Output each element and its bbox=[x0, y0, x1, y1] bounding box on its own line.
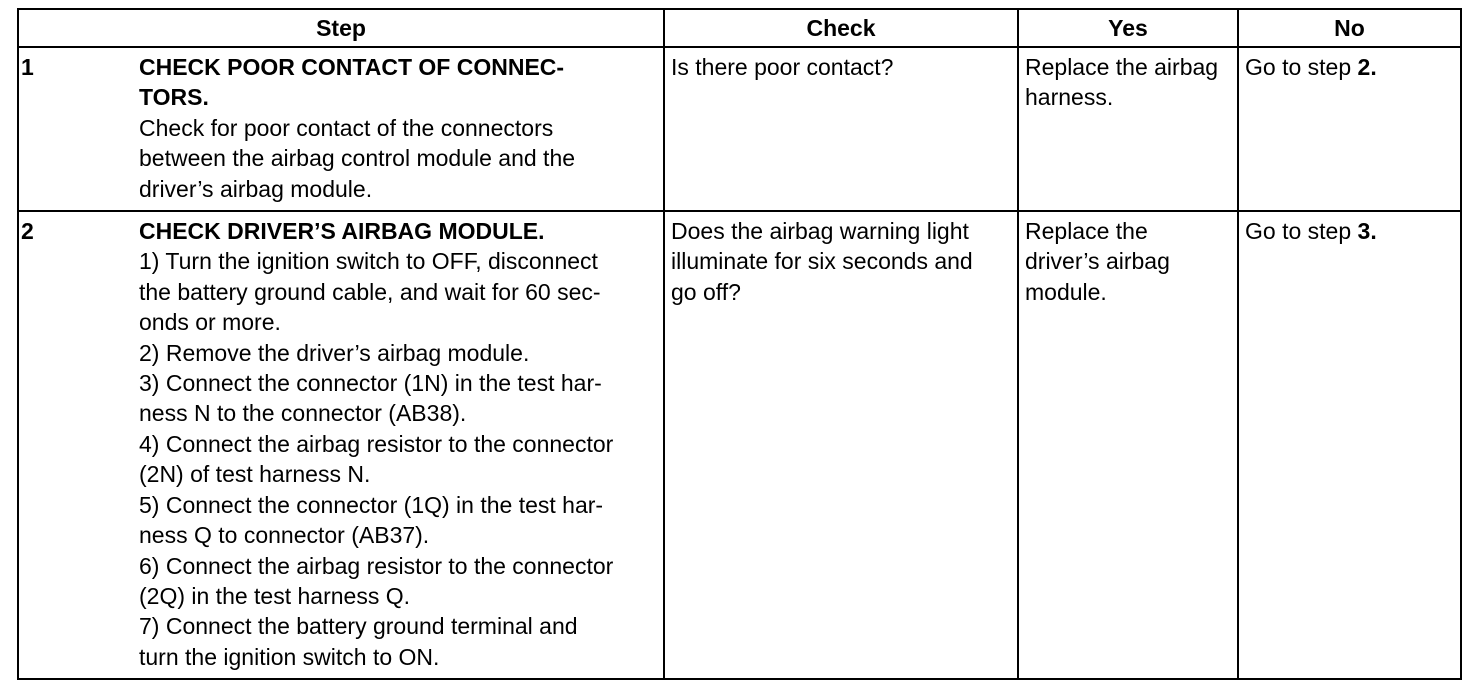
step-text-line: between the airbag control module and the bbox=[139, 145, 576, 172]
check-text-line: go off? bbox=[671, 278, 741, 305]
header-step: Step bbox=[18, 9, 664, 47]
yes-text-line: Replace the bbox=[1025, 218, 1148, 245]
no-step-number: 3 bbox=[1357, 218, 1371, 245]
step-number: 1 bbox=[21, 54, 34, 80]
step-text-line: 6) Connect the airbag resistor to the connector bbox=[139, 552, 614, 579]
step-text-line: the battery ground cable, and wait for 60 sec- bbox=[139, 278, 601, 305]
step-cell bbox=[18, 211, 664, 679]
table-row bbox=[18, 47, 1461, 211]
no-cell bbox=[1238, 211, 1461, 679]
step-text-line: 1) Turn the ignition switch to OFF, disconnect bbox=[139, 248, 598, 275]
no-text-end: . bbox=[1370, 218, 1377, 245]
step-text-line: turn the ignition switch to ON. bbox=[139, 643, 440, 670]
check-text-line: Is there poor contact? bbox=[671, 54, 894, 80]
step-text-line: (2N) of test harness N. bbox=[139, 461, 371, 488]
step-text-line: 2) Remove the driver’s airbag module. bbox=[139, 339, 530, 366]
no-cell bbox=[1238, 47, 1461, 211]
step-text-line: 4) Connect the airbag resistor to the connector bbox=[139, 430, 614, 457]
step-text-line: ness Q to connector (AB37). bbox=[139, 522, 430, 549]
step-text-line: (2Q) in the test harness Q. bbox=[139, 582, 411, 609]
no-text: Go to step bbox=[1245, 54, 1358, 80]
check-text-line: Does the airbag warning light bbox=[671, 218, 969, 245]
no-text: Go to step bbox=[1245, 218, 1358, 245]
step-title-line: CHECK DRIVER’S AIRBAG MODULE. bbox=[139, 218, 545, 245]
yes-cell bbox=[1018, 47, 1238, 211]
header-no: No bbox=[1238, 9, 1461, 47]
step-text-line: Check for poor contact of the connectors bbox=[139, 114, 554, 141]
step-text-line: 7) Connect the battery ground terminal and bbox=[139, 613, 578, 640]
table-row bbox=[18, 211, 1461, 679]
check-cell bbox=[664, 211, 1018, 679]
step-number: 2 bbox=[21, 218, 34, 245]
step-text-line: 3) Connect the connector (1N) in the test har- bbox=[139, 370, 602, 397]
step-cell bbox=[18, 47, 664, 211]
check-text-line: illuminate for six seconds and bbox=[671, 248, 973, 275]
yes-cell bbox=[1018, 211, 1238, 679]
yes-text-line: harness. bbox=[1025, 84, 1114, 111]
diagnostic-table bbox=[17, 8, 1462, 680]
step-title-line: CHECK POOR CONTACT OF CONNEC- bbox=[139, 54, 565, 80]
header-row bbox=[18, 9, 1461, 47]
step-text-line: ness N to the connector (AB38). bbox=[139, 400, 467, 427]
step-title-line: TORS. bbox=[139, 84, 209, 111]
yes-text-line: driver’s airbag bbox=[1025, 248, 1170, 275]
header-check: Check bbox=[664, 9, 1018, 47]
header-yes: Yes bbox=[1018, 9, 1238, 47]
no-text-end: . bbox=[1370, 54, 1377, 80]
yes-text-line: module. bbox=[1025, 278, 1107, 305]
step-text-line: onds or more. bbox=[139, 309, 281, 336]
yes-text-line: Replace the airbag bbox=[1025, 54, 1219, 80]
step-text-line: driver’s airbag module. bbox=[139, 175, 373, 202]
check-cell bbox=[664, 47, 1018, 211]
step-text-line: 5) Connect the connector (1Q) in the test har- bbox=[139, 491, 604, 518]
no-step-number: 2 bbox=[1357, 54, 1371, 80]
